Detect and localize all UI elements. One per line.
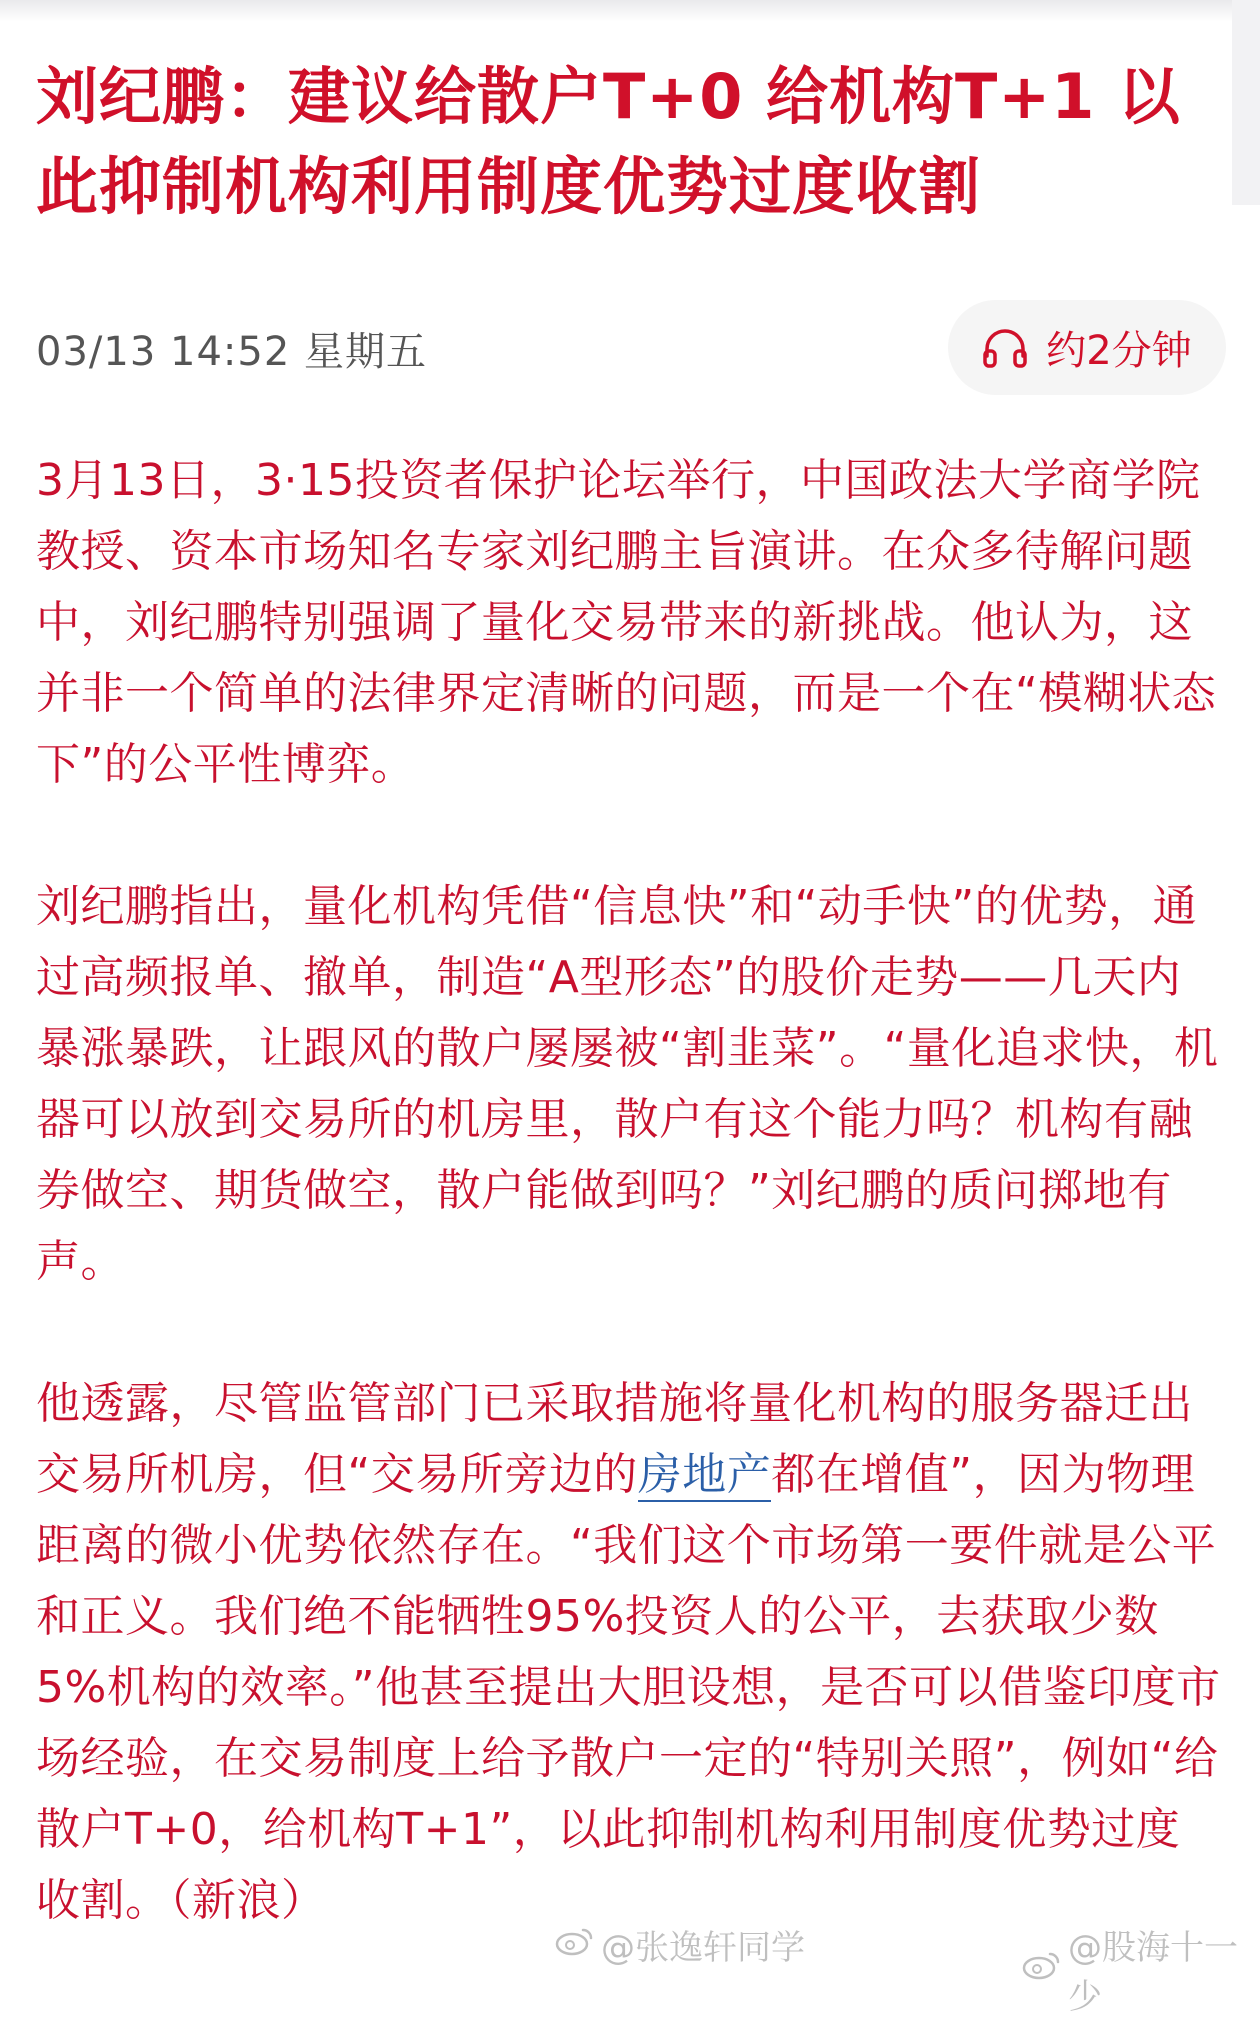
article-meta <box>36 300 1226 395</box>
paragraph-2: 刘纪鹏指出，量化机构凭借“信息快”和“动手快”的优势，通过高频报单、撤单，制造“A型形态”的股价走势——几天内暴涨暴跌，让跟风的散户屡屡被“割韭菜”。“量化追求快，机器可以放到交易所的机房里，散户有这个能力吗？机构有融券做空、期货做空，散户能做到吗？”刘纪鹏的质问掷地有声。 <box>36 881 1219 1287</box>
scroll-edge <box>1232 0 1260 205</box>
watermark-left-text: @张逸轩同学 <box>601 1928 805 1968</box>
paragraph-3 <box>36 1368 1224 1936</box>
paragraph-1: 3月13日，3·15投资者保护论坛举行，中国政法大学商学院教授、资本市场知名专家刘纪鹏主旨演讲。在众多待解问题中，刘纪鹏特别强调了量化交易带来的新挑战。他认为，这并非一个简单的法律界定清晰的问题，而是一个在“模糊状态下”的公平性博弈。 <box>36 455 1217 790</box>
paragraph-3-text-start: 他透露，尽管监管部门已采取措施将量化机构的服务器迁出交易所机房，但“交易所旁边的 <box>36 1378 1193 1500</box>
publish-time: 03/13 14:52 星期五 <box>36 329 427 375</box>
article-title: 刘纪鹏：建议给散户T+0 给机构T+1 以此抑制机构利用制度优势过度收割 <box>36 60 1181 223</box>
top-status-strip <box>0 0 1260 22</box>
weibo-icon <box>555 1925 595 1965</box>
listen-duration-label: 约2分钟 <box>1046 328 1192 374</box>
paragraph-3-text-end: 都在增值”，因为物理距离的微小优势依然存在。“我们这个市场第一要件就是公平和正义。我们绝不能牺牲95%投资人的公平，去获取少数5%机构的效率。”他甚至提出大胆设想，是否可以借鉴印度市场经验，在交易制度上给予散户一定的“特别关照”，例如“给散户T+0，给机构T+1”，以此抑制机构利用制度优势过度收割。（新浪） <box>36 1449 1221 1926</box>
weibo-icon <box>1022 1949 1062 1989</box>
watermark-right-text: @股海十一少 <box>1068 1928 1238 2017</box>
listen-button[interactable] <box>948 300 1226 395</box>
watermark-left <box>555 1920 805 1969</box>
real-estate-link[interactable]: 房地产 <box>637 1449 772 1500</box>
headphones-icon <box>982 328 1028 368</box>
watermark-right <box>1022 1920 1260 2018</box>
article-body <box>36 445 1224 2007</box>
